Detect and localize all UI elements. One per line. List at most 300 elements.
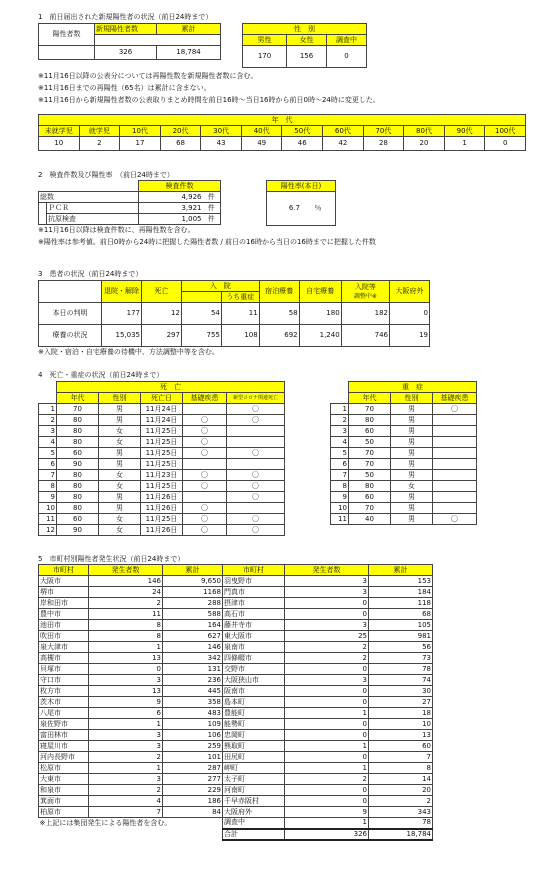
sex-cell: 女 <box>99 514 141 525</box>
gender-header: 性 別 <box>243 24 367 35</box>
city-cum: 184 <box>369 587 433 598</box>
row-number: 10 <box>39 503 57 514</box>
city-cum: 342 <box>163 653 223 664</box>
city-cum: 13 <box>369 730 433 741</box>
city-cum: 78 <box>369 818 433 829</box>
table-row <box>39 653 433 664</box>
city-new: 3 <box>285 675 369 686</box>
city-name: 能勢町 <box>223 719 285 730</box>
city-name: 松原市 <box>39 763 89 774</box>
age-value-8: 28 <box>363 137 404 151</box>
table-row <box>39 514 285 525</box>
empty-cell <box>39 829 89 840</box>
base-cell: 〇 <box>433 404 477 415</box>
covid-death-header: 新型コロナ関連死亡 <box>227 393 285 404</box>
base-cell <box>183 492 227 503</box>
city-cum: 14 <box>369 774 433 785</box>
s1-note-2: ※11月16日までの再陽性（65名）は累計に含まない。 <box>38 84 211 92</box>
city-cum: 8 <box>369 763 433 774</box>
age-cell: 80 <box>57 437 99 448</box>
city-new: 2 <box>89 598 163 609</box>
base-cell: 〇 <box>183 470 227 481</box>
table-row <box>331 437 477 448</box>
row-label: 本日の判明 <box>39 303 102 325</box>
city-new: 3 <box>89 675 163 686</box>
city-new: 8 <box>89 620 163 631</box>
status-value-4: 692 <box>259 325 299 347</box>
city-name: 貝塚市 <box>39 664 89 675</box>
covid-cell: 〇 <box>227 525 285 536</box>
row-number: 11 <box>39 514 57 525</box>
s2-note-1: ※11月16日以降は検査件数に、再陽性数を含む。 <box>38 226 195 234</box>
hospital-header: 入 院 <box>181 281 259 292</box>
city-name: 大阪狭山市 <box>223 675 285 686</box>
investigating-value: 0 <box>327 46 367 68</box>
date-cell: 11月25日 <box>141 514 183 525</box>
city-new: 0 <box>285 697 369 708</box>
severe-age-header: 年代 <box>349 393 391 404</box>
city-cum: 627 <box>163 631 223 642</box>
city-cum: 30 <box>369 686 433 697</box>
status-value-6: 182 <box>341 303 389 325</box>
row-number: 2 <box>331 415 349 426</box>
base-cell: 〇 <box>183 426 227 437</box>
table-row <box>331 415 477 426</box>
city-cum: 259 <box>163 741 223 752</box>
city-new: 4 <box>89 796 163 807</box>
table-row <box>39 609 433 620</box>
table-row <box>331 459 477 470</box>
cum-header: 累計 <box>157 24 221 35</box>
table-row <box>39 437 285 448</box>
patient-status-table <box>38 280 430 347</box>
status-value-2: 755 <box>181 325 221 347</box>
city-name: 吹田市 <box>39 631 89 642</box>
city-new: 1 <box>285 763 369 774</box>
table-row <box>39 642 433 653</box>
city-name: 富田林市 <box>39 730 89 741</box>
age-cell: 80 <box>57 481 99 492</box>
city-new: 7 <box>89 807 163 818</box>
row-label: 療養の状況 <box>39 325 102 347</box>
status-value-5: 180 <box>299 303 341 325</box>
sex-cell: 男 <box>391 492 433 503</box>
row-number: 1 <box>39 404 57 415</box>
status-value-1: 12 <box>142 303 182 325</box>
row-number: 9 <box>39 492 57 503</box>
base-cell: 〇 <box>433 514 477 525</box>
city-name: 豊能町 <box>223 708 285 719</box>
sex-cell: 男 <box>391 459 433 470</box>
city-name: 岬町 <box>223 763 285 774</box>
table-row <box>39 503 285 514</box>
sex-cell: 男 <box>99 492 141 503</box>
table-row <box>39 730 433 741</box>
city-name: 摂津市 <box>223 598 285 609</box>
pcr-value: 3,921 <box>139 203 203 214</box>
city-cum: 229 <box>163 785 223 796</box>
city-new: 1 <box>285 708 369 719</box>
table-row <box>39 415 285 426</box>
city-new: 0 <box>285 796 369 807</box>
sex-cell: 男 <box>391 470 433 481</box>
table-row <box>39 686 433 697</box>
age-cell: 40 <box>349 514 391 525</box>
status-value-4: 58 <box>259 303 299 325</box>
city-cum: 105 <box>369 620 433 631</box>
city-cum: 10 <box>369 719 433 730</box>
table-row <box>39 719 433 730</box>
sex-cell: 男 <box>99 404 141 415</box>
covid-cell: 〇 <box>227 470 285 481</box>
city-new: 3 <box>89 730 163 741</box>
table-row <box>39 325 430 347</box>
age-value-7: 42 <box>323 137 364 151</box>
age-cell: 80 <box>57 415 99 426</box>
city-new: 0 <box>285 730 369 741</box>
base-cell <box>433 448 477 459</box>
table-row <box>39 796 433 807</box>
section4-heading: 4 死亡・重症の状況（前日24時まで） <box>38 371 164 379</box>
total-row <box>39 829 433 840</box>
city-name: 千早赤阪村 <box>223 796 285 807</box>
table-row <box>39 426 285 437</box>
covid-cell <box>227 459 285 470</box>
row-number: 3 <box>331 426 349 437</box>
male-value: 170 <box>243 46 287 68</box>
age-cell: 80 <box>349 481 391 492</box>
age-cell: 70 <box>349 503 391 514</box>
city-cum: 1168 <box>163 587 223 598</box>
new-positive-table <box>38 23 221 60</box>
table-row <box>39 763 433 774</box>
city-cum: 78 <box>369 664 433 675</box>
city-cum: 101 <box>163 752 223 763</box>
city-new: 11 <box>89 609 163 620</box>
sex-cell: 男 <box>99 448 141 459</box>
base-cell <box>183 459 227 470</box>
date-cell: 11月25日 <box>141 426 183 437</box>
city-cum: 2 <box>369 796 433 807</box>
city-cum: 7 <box>369 752 433 763</box>
age-cell: 90 <box>57 525 99 536</box>
rate-value: 6.7 <box>267 192 302 226</box>
age-value-10: 1 <box>444 137 485 151</box>
age-cell: 60 <box>57 448 99 459</box>
row-number: 4 <box>39 437 57 448</box>
status-value-2: 54 <box>181 303 221 325</box>
city-cum: 186 <box>163 796 223 807</box>
sex-cell: 男 <box>99 459 141 470</box>
city-header-left: 市町村 <box>39 565 89 576</box>
investigating-header: 調査中 <box>327 35 367 46</box>
age-value-1: 2 <box>79 137 120 151</box>
total-label: 合計 <box>223 829 285 840</box>
age-cell: 50 <box>349 437 391 448</box>
s1-note-1: ※11月16日以降の公表分については再陽性数を新規陽性者数に含む。 <box>38 72 258 80</box>
sex-cell: 女 <box>99 525 141 536</box>
city-name: 大東市 <box>39 774 89 785</box>
table-row <box>331 426 477 437</box>
base-cell <box>433 459 477 470</box>
age-header-8: 70代 <box>363 126 404 137</box>
city-cum: 118 <box>369 598 433 609</box>
status-value-7: 0 <box>390 303 430 325</box>
covid-cell: 〇 <box>227 404 285 415</box>
death-header: 死亡 <box>142 281 182 303</box>
age-cell: 60 <box>57 514 99 525</box>
base-cell <box>433 415 477 426</box>
pcr-label: ＰＣＲ <box>47 203 139 214</box>
date-cell: 11月26日 <box>141 525 183 536</box>
city-new: 2 <box>285 642 369 653</box>
sex-cell: 男 <box>391 437 433 448</box>
table-row <box>39 675 433 686</box>
total-cum: 18,784 <box>369 829 433 840</box>
sex-cell: 男 <box>99 415 141 426</box>
female-header: 女性 <box>287 35 327 46</box>
age-cell: 80 <box>57 470 99 481</box>
severe-base-header: 基礎疾患 <box>433 393 477 404</box>
city-new: 0 <box>285 686 369 697</box>
table-row <box>39 774 433 785</box>
city-cum: 358 <box>163 697 223 708</box>
city-cum: 9,650 <box>163 576 223 587</box>
city-new: 1 <box>89 719 163 730</box>
sex-cell: 男 <box>391 514 433 525</box>
city-cum: 981 <box>369 631 433 642</box>
city-cum: 84 <box>163 807 223 818</box>
city-cum: 18 <box>369 708 433 719</box>
table-row <box>331 492 477 503</box>
base-cell: 〇 <box>183 448 227 459</box>
city-name: 忠岡町 <box>223 730 285 741</box>
city-name: 箕面市 <box>39 796 89 807</box>
city-name: 藤井寺市 <box>223 620 285 631</box>
sex-cell: 女 <box>99 437 141 448</box>
city-name: 調査中 <box>223 818 285 829</box>
city-name: 島本町 <box>223 697 285 708</box>
age-value-3: 68 <box>160 137 201 151</box>
gender-table <box>242 23 367 68</box>
date-cell: 11月26日 <box>141 503 183 514</box>
age-value-9: 20 <box>404 137 445 151</box>
city-new: 3 <box>285 620 369 631</box>
row-number: 9 <box>331 492 349 503</box>
new-value: 326 <box>95 46 157 60</box>
sex-cell: 女 <box>99 470 141 481</box>
table-row <box>39 598 433 609</box>
city-new: 2 <box>285 653 369 664</box>
covid-cell: 〇 <box>227 514 285 525</box>
covid-cell: 〇 <box>227 481 285 492</box>
city-name: 守口市 <box>39 675 89 686</box>
empty-cell <box>163 829 223 840</box>
table-row <box>39 697 433 708</box>
city-cum: 236 <box>163 675 223 686</box>
city-cum: 68 <box>369 609 433 620</box>
death-date-header: 死亡日 <box>141 393 183 404</box>
age-cell: 80 <box>57 492 99 503</box>
severe-sex-header: 性別 <box>391 393 433 404</box>
death-table <box>38 381 285 536</box>
city-name: 阪南市 <box>223 686 285 697</box>
city-cum: 146 <box>163 642 223 653</box>
city-new: 1 <box>89 642 163 653</box>
city-cum: 287 <box>163 763 223 774</box>
sex-cell: 男 <box>391 415 433 426</box>
sex-cell: 男 <box>391 448 433 459</box>
date-cell: 11月25日 <box>141 448 183 459</box>
city-name: 岸和田市 <box>39 598 89 609</box>
covid-cell <box>227 437 285 448</box>
city-cum: 588 <box>163 609 223 620</box>
base-cell <box>433 426 477 437</box>
row-number: 2 <box>39 415 57 426</box>
age-cell: 90 <box>57 459 99 470</box>
city-cum: 277 <box>163 774 223 785</box>
base-cell <box>433 470 477 481</box>
city-new: 1 <box>89 763 163 774</box>
city-new: 3 <box>285 576 369 587</box>
city-name: 泉佐野市 <box>39 719 89 730</box>
city-cum: 288 <box>163 598 223 609</box>
cum-value: 18,784 <box>157 46 221 60</box>
section1-heading: 1 前日届出された新規陽性者の状況（前日24時まで） <box>38 13 213 21</box>
base-cell <box>433 492 477 503</box>
city-name: 交野市 <box>223 664 285 675</box>
cum-header-right: 累計 <box>369 565 433 576</box>
city-new: 0 <box>285 785 369 796</box>
s2-note-2: ※陽性率は参考値。前日0時から24時に把握した陽性者数 / 前日の16時から当日の16時までに把握した件数 <box>38 238 376 246</box>
base-cell <box>433 437 477 448</box>
new-header-left: 発生者数 <box>89 565 163 576</box>
home-header: 自宅療養 <box>299 281 341 303</box>
age-value-4: 43 <box>201 137 242 151</box>
city-new: 146 <box>89 576 163 587</box>
status-value-1: 297 <box>142 325 182 347</box>
row-number: 6 <box>39 459 57 470</box>
city-name: 田尻町 <box>223 752 285 763</box>
base-cell: 〇 <box>183 503 227 514</box>
row-number: 11 <box>331 514 349 525</box>
outside-header: 大阪府外 <box>390 281 430 303</box>
status-value-6: 746 <box>341 325 389 347</box>
city-new: 2 <box>285 774 369 785</box>
age-cell: 50 <box>349 470 391 481</box>
city-name: 高石市 <box>223 609 285 620</box>
city-name: 堺市 <box>39 587 89 598</box>
base-cell: 〇 <box>183 525 227 536</box>
covid-cell: 〇 <box>227 415 285 426</box>
base-cell <box>183 404 227 415</box>
age-header-4: 30代 <box>201 126 242 137</box>
age-header-6: 50代 <box>282 126 323 137</box>
adjusting-header-line2: 調整中※ <box>353 292 377 300</box>
positive-rate-table <box>266 180 336 226</box>
table-row <box>39 807 433 818</box>
new-header-right: 発生者数 <box>285 565 369 576</box>
row-number: 12 <box>39 525 57 536</box>
age-header-0: 未就学児 <box>39 126 80 137</box>
age-header-1: 就学児 <box>79 126 120 137</box>
city-name: 池田市 <box>39 620 89 631</box>
city-name: 大阪府外 <box>223 807 285 818</box>
age-cell: 60 <box>349 426 391 437</box>
empty-cell <box>163 818 223 829</box>
table-row <box>39 576 433 587</box>
city-cum: 445 <box>163 686 223 697</box>
table-row <box>39 752 433 763</box>
cum-header-left: 累計 <box>163 565 223 576</box>
age-header-2: 10代 <box>120 126 161 137</box>
table-row <box>331 470 477 481</box>
severe-header: うち重症 <box>221 292 259 303</box>
city-name: 河南町 <box>223 785 285 796</box>
severe-header: 重 症 <box>349 382 477 393</box>
age-cell: 80 <box>57 503 99 514</box>
row-number: 6 <box>331 459 349 470</box>
city-new: 2 <box>89 785 163 796</box>
s1-note-3: ※11月16日から新規陽性者数の公表取りまとめ時間を前日16時～当日16時から前日0時～24時に変更した。 <box>38 96 380 104</box>
death-age-header: 年代 <box>57 393 99 404</box>
table-row <box>39 404 285 415</box>
base-cell <box>433 503 477 514</box>
total-new: 326 <box>285 829 369 840</box>
row-number: 8 <box>331 481 349 492</box>
antigen-value: 1,005 <box>139 214 203 225</box>
age-header-10: 90代 <box>444 126 485 137</box>
age-value-2: 17 <box>120 137 161 151</box>
city-cum: 74 <box>369 675 433 686</box>
sex-cell: 女 <box>391 481 433 492</box>
city-name: 羽曳野市 <box>223 576 285 587</box>
status-value-0: 15,035 <box>102 325 142 347</box>
date-cell: 11月26日 <box>141 492 183 503</box>
male-header: 男性 <box>243 35 287 46</box>
table-row <box>39 708 433 719</box>
adjusting-header-line1: 入院等 <box>354 282 376 291</box>
date-cell: 11月25日 <box>141 481 183 492</box>
city-name: 高槻市 <box>39 653 89 664</box>
city-cum: 109 <box>163 719 223 730</box>
city-cum: 343 <box>369 807 433 818</box>
death-header: 死 亡 <box>57 382 285 393</box>
test-total-unit: 件 <box>203 192 221 203</box>
table-row <box>39 818 433 829</box>
s3-note: ※入院・宿泊・自宅療養の待機中、方法調整中等を含む。 <box>38 348 219 356</box>
city-cum: 153 <box>369 576 433 587</box>
city-name: 寝屋川市 <box>39 741 89 752</box>
sex-cell: 男 <box>391 503 433 514</box>
covid-cell: 〇 <box>227 448 285 459</box>
date-cell: 11月23日 <box>141 470 183 481</box>
city-new: 13 <box>89 653 163 664</box>
death-base-header: 基礎疾患 <box>183 393 227 404</box>
age-header: 年 代 <box>39 115 526 126</box>
city-cum: 131 <box>163 664 223 675</box>
city-cum: 20 <box>369 785 433 796</box>
city-new: 3 <box>89 774 163 785</box>
city-header-right: 市町村 <box>223 565 285 576</box>
city-new: 9 <box>285 807 369 818</box>
row-number: 7 <box>331 470 349 481</box>
new-header: 新規陽性者数 <box>95 24 157 35</box>
rate-header: 陽性率(本日) <box>267 181 336 192</box>
table-row <box>331 514 477 525</box>
age-header-9: 80代 <box>404 126 445 137</box>
date-cell: 11月25日 <box>141 437 183 448</box>
